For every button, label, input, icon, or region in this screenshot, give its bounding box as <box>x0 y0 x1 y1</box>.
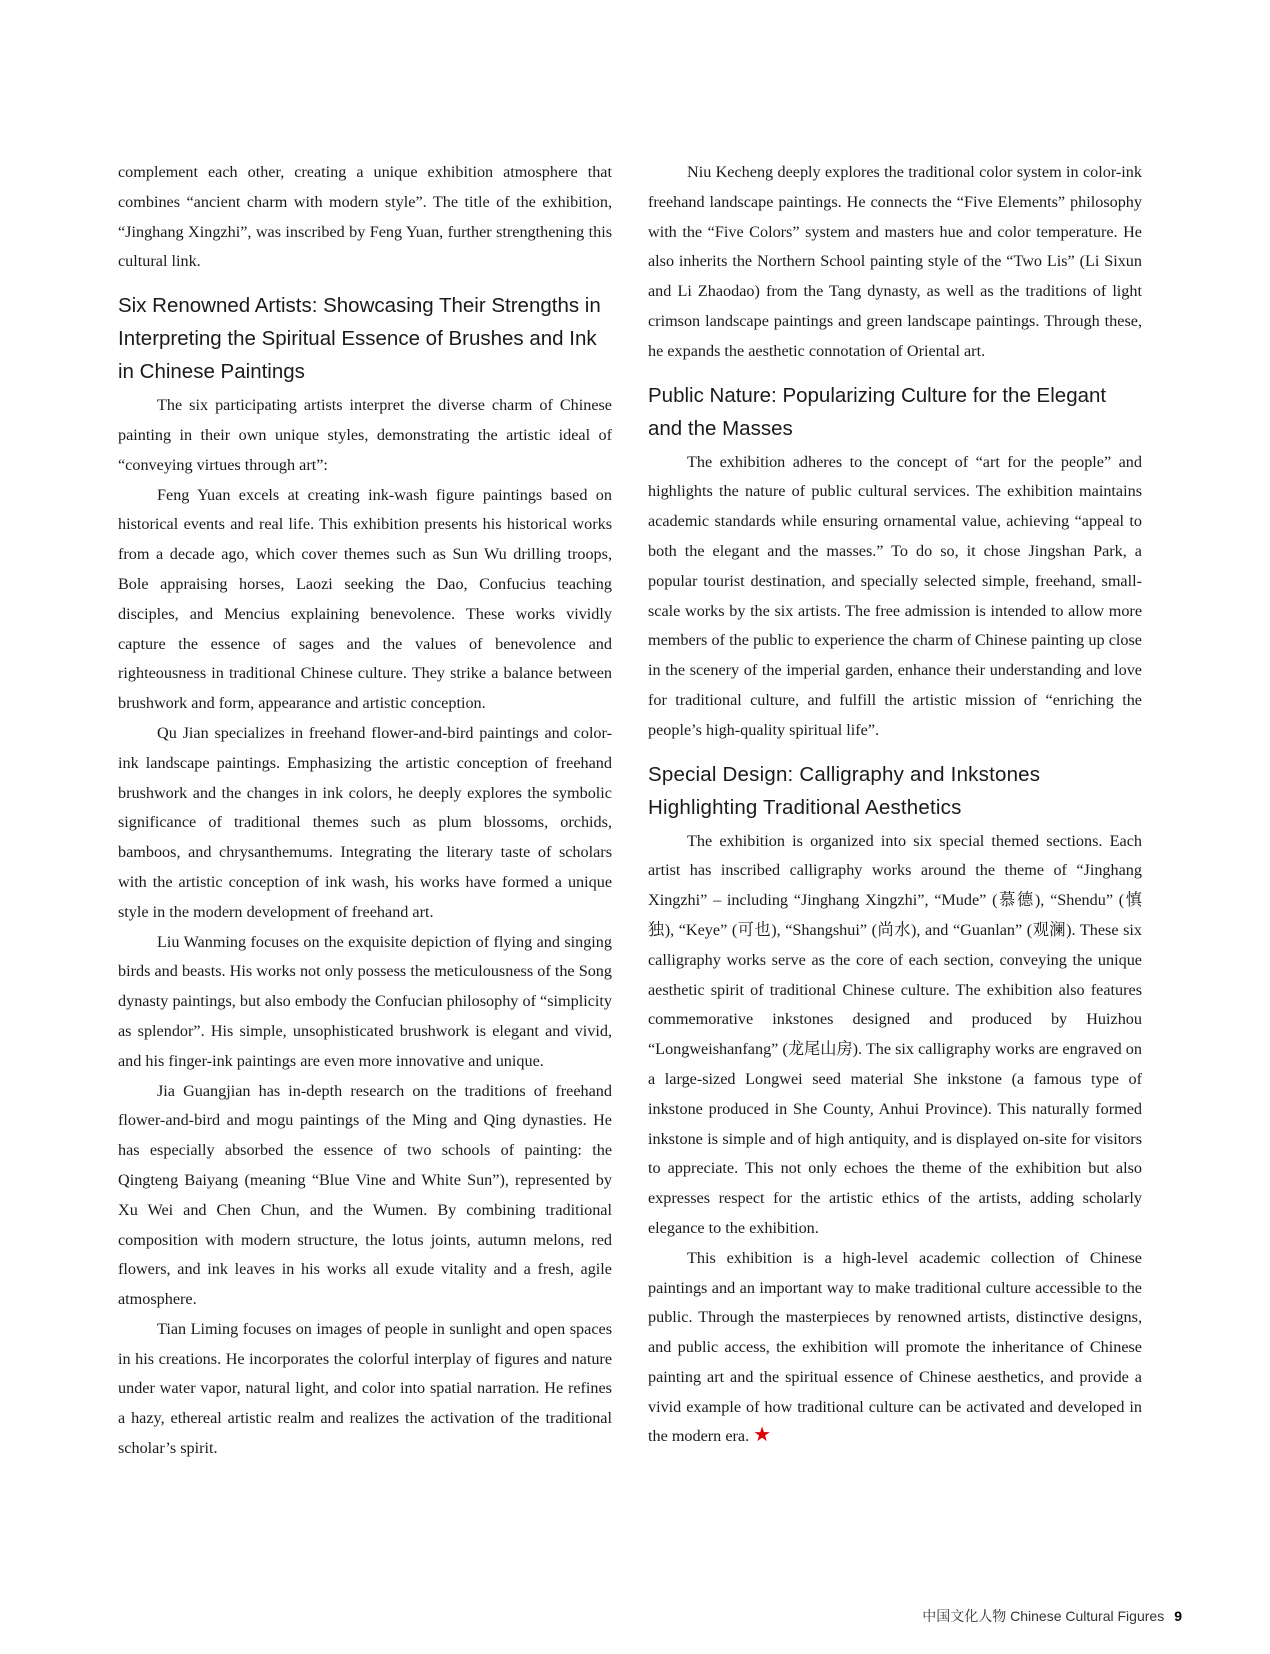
left-column <box>118 158 612 1464</box>
paragraph: Tian Liming focuses on images of people in sunlight and open spaces in his creations. He incorporates the colorful interplay of figures and nature under water vapor, natural light, and color into spatial narration. He refines a hazy, ethereal artistic realm and realizes the activation of the traditional scholar’s spirit. <box>118 1319 612 1458</box>
paragraph: Jia Guangjian has in-depth research on the traditions of freehand flower-and-bird and mogu paintings of the Ming and Qing dynasties. He has especially absorbed the essence of two schools of painting: the Qingteng Baiyang (meaning “Blue Vine and White Sun”), represented by Xu Wei and Chen Chun, and the Wumen. By combining traditional composition with modern structure, the lotus joints, autumn melons, red flowers, and ink leaves in his works all exude vitality and a fresh, agile atmosphere. <box>118 1081 612 1309</box>
paragraph: Qu Jian specializes in freehand flower-and-bird paintings and color-ink landscape paintings. Emphasizing the artistic conception of freehand brushwork and the changes in ink colors, he deeply explores the symbolic significance of traditional themes such as plum blossoms, orchids, bamboos, and chrysanthemums. Integrating the literary taste of scholars with the artistic conception of ink wash, his works have formed a unique style in the modern development of freehand art. <box>118 723 612 921</box>
section-heading: Special Design: Calligraphy and Inkstones Highlighting Traditional Aesthetics <box>648 762 1041 819</box>
paragraph <box>648 1244 1142 1453</box>
paragraph: complement each other, creating a unique exhibition atmosphere that combines “ancient charm with modern style”. The title of the exhibition, “Jinghang Xingzhi”, was inscribed by Feng Yuan, further strengthening this cultural link. <box>118 163 612 271</box>
paragraph: The exhibition is organized into six special themed sections. Each artist has inscribed calligraphy works around the theme of “Jinghang Xingzhi” – including “Jinghang Xingzhi”, “Mude” (慕德), “Shendu” (慎独), “Keye” (可也), “Shangshui” (尚水), and “Guanlan” (观澜). These six calligraphy works serve as the core of each section, conveying the unique aesthetic spirit of traditional Chinese culture. The exhibition also features commemorative inkstones designed and produced by Huizhou “Longweishanfang” (龙尾山房). The six calligraphy works are engraved on a large-sized Longwei seed material She inkstone (a famous type of inkstone produced in She County, Anhui Province). This naturally formed inkstone is simple and of high antiquity, and is displayed on-site for visitors to appreciate. This not only echoes the theme of the exhibition but also expresses respect for the artistic ethics of the artists, adding scholarly elegance to the exhibition. <box>648 831 1142 1237</box>
section-heading: Public Nature: Popularizing Culture for the Elegant and the Masses <box>648 383 1107 440</box>
paragraph: Liu Wanming focuses on the exquisite depiction of flying and singing birds and beasts. His works not only possess the meticulousness of the Song dynasty paintings, but also embody the Confucian philosophy of “simplicity as splendor”. His simple, unsophisticated brushwork is elegant and vivid, and his finger-ink paintings are even more innovative and unique. <box>118 932 612 1070</box>
publication-name: 中国文化人物 Chinese Cultural Figures <box>922 1608 1165 1624</box>
section-heading: Six Renowned Artists: Showcasing Their Strengths in Interpreting the Spiritual Essence of Brushes and Ink in Chinese Paintings <box>118 294 601 384</box>
paragraph: The exhibition adheres to the concept of “art for the people” and highlights the nature of public cultural services. The exhibition maintains academic standards while ensuring ornamental value, achieving “appeal to both the elegant and the masses.” To do so, it chose Jingshan Park, a popular tourist destination, and specially selected simple, freehand, small-scale works by the six artists. The free admission is intended to allow more members of the public to experience the charm of Chinese painting up close in the scenery of the imperial garden, enhance their understanding and love for traditional culture, and fulfill the artistic mission of “enriching the people’s high-quality spiritual life”. <box>648 452 1142 739</box>
page-number: 9 <box>1174 1608 1182 1624</box>
paragraph-text: This exhibition is a high-level academic collection of Chinese paintings and an important way to make traditional culture accessible to the public. Through the masterpieces by renowned artists, distinctive designs, and public access, the exhibition will promote the inheritance of Chinese painting art and the spiritual essence of Chinese aesthetics, and provide a vivid example of how traditional culture can be activated and developed in the modern era. <box>648 1248 1142 1446</box>
paragraph: Feng Yuan excels at creating ink-wash figure paintings based on historical events and real life. This exhibition presents his historical works from a decade ago, which cover themes such as Sun Wu drilling troops, Bole appraising horses, Laozi seeking the Dao, Confucius teaching disciples, and Mencius explaining benevolence. These works vividly capture the essence of sages and the values of benevolence and righteousness in traditional Chinese culture. They strike a balance between brushwork and form, appearance and artistic conception. <box>118 485 612 713</box>
paragraph: Niu Kecheng deeply explores the traditional color system in color-ink freehand landscape paintings. He connects the “Five Elements” philosophy with the “Five Colors” system and masters hue and color temperature. He also inherits the Northern School painting style of the “Two Lis” (Li Sixun and Li Zhaodao) from the Tang dynasty, as well as the traditions of light crimson landscape paintings and green landscape paintings. Through these, he expands the aesthetic connotation of Oriental art. <box>648 163 1142 360</box>
red-star-icon: ★ <box>753 1424 772 1447</box>
right-column <box>648 158 1142 1452</box>
page-footer <box>922 1606 1182 1626</box>
paragraph: The six participating artists interpret the diverse charm of Chinese painting in their own unique styles, demonstrating the artistic ideal of “conveying virtues through art”: <box>118 396 612 474</box>
